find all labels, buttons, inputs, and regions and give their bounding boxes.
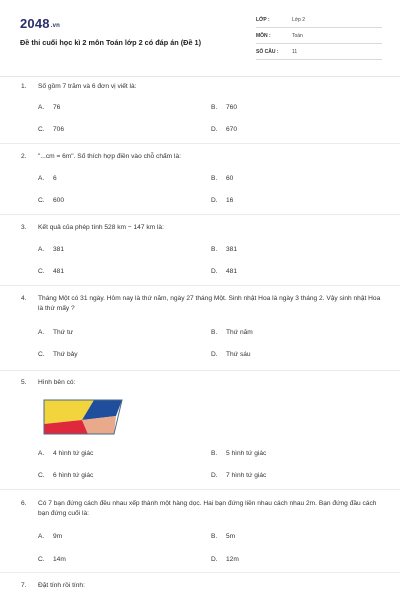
option-d[interactable] xyxy=(211,268,237,275)
option-text: Thứ sáu xyxy=(226,351,251,358)
option-d[interactable] xyxy=(211,197,233,204)
option-text: 381 xyxy=(226,246,238,253)
option-c[interactable] xyxy=(38,351,78,358)
option-letter: C. xyxy=(38,126,45,133)
option-letter: C. xyxy=(38,197,45,204)
option-text: 16 xyxy=(226,197,234,204)
option-b[interactable] xyxy=(211,450,266,457)
option-letter: C. xyxy=(38,268,45,275)
meta-value: Toán xyxy=(292,33,303,39)
option-letter: A. xyxy=(38,450,45,457)
option-text: 670 xyxy=(226,126,238,133)
meta-label: LỚP : xyxy=(256,17,270,23)
option-c[interactable] xyxy=(38,556,66,563)
option-a[interactable] xyxy=(38,533,62,540)
meta-row-count xyxy=(256,48,382,60)
option-a[interactable] xyxy=(38,104,60,111)
question-number: 5. xyxy=(21,379,27,386)
option-text: 600 xyxy=(53,197,65,204)
question-separator xyxy=(0,489,400,490)
option-text: 9m xyxy=(53,533,63,540)
question-text: Đặt tính rồi tính: xyxy=(38,582,85,589)
option-c[interactable] xyxy=(38,126,64,133)
question-number: 4. xyxy=(21,295,27,302)
question-number: 3. xyxy=(21,224,27,231)
option-text: 481 xyxy=(53,268,65,275)
option-letter: B. xyxy=(211,246,218,253)
option-letter: B. xyxy=(211,450,218,457)
meta-label: MÔN : xyxy=(256,33,271,39)
option-text: Thứ bảy xyxy=(53,351,78,358)
option-letter: D. xyxy=(211,197,218,204)
question-number: 1. xyxy=(21,83,27,90)
option-letter: A. xyxy=(38,175,45,182)
question-number: 7. xyxy=(21,582,27,589)
site-logo[interactable] xyxy=(20,16,60,31)
option-text: 12m xyxy=(226,556,239,563)
quadrilateral-figure xyxy=(42,398,124,436)
meta-row-class xyxy=(256,16,382,28)
question-text: Hình bên có: xyxy=(38,379,76,386)
option-text: 14m xyxy=(53,556,66,563)
option-b[interactable] xyxy=(211,175,233,182)
option-letter: A. xyxy=(38,533,45,540)
question-text: Tháng Một có 31 ngày. Hôm nay là thứ năm, ngày 27 tháng Một. Sinh nhật Hoa là ngày 3 tháng 2. Vậy sinh nhật Hoa là thứ mấy ? xyxy=(38,295,381,312)
question-separator xyxy=(0,370,400,371)
option-text: 76 xyxy=(53,104,61,111)
option-letter: D. xyxy=(211,556,218,563)
option-text: 760 xyxy=(226,104,238,111)
question-text: Có 7 bạn đứng cách đều nhau xếp thành một hàng dọc. Hai bạn đứng liền nhau cách nhau 2m. Bạn đứng đầu cách bạn đứng cuối là: xyxy=(38,500,377,517)
question-separator xyxy=(0,214,400,215)
option-a[interactable] xyxy=(38,329,73,336)
option-d[interactable] xyxy=(211,126,237,133)
option-letter: C. xyxy=(38,556,45,563)
question-separator xyxy=(0,143,400,144)
option-c[interactable] xyxy=(38,472,93,479)
question-number: 6. xyxy=(21,500,27,507)
option-text: 4 hình tứ giác xyxy=(53,450,94,457)
option-letter: C. xyxy=(38,472,45,479)
option-a[interactable] xyxy=(38,246,64,253)
option-letter: B. xyxy=(211,533,218,540)
option-a[interactable] xyxy=(38,450,93,457)
option-letter: D. xyxy=(211,351,218,358)
option-text: Thứ năm xyxy=(226,329,253,336)
option-letter: B. xyxy=(211,104,218,111)
meta-value: 11 xyxy=(292,49,298,55)
option-letter: B. xyxy=(211,175,218,182)
meta-row-subject xyxy=(256,32,382,44)
meta-value: Lớp 2 xyxy=(292,17,306,23)
option-d[interactable] xyxy=(211,351,251,358)
question-separator xyxy=(0,572,400,573)
meta-box xyxy=(256,16,382,64)
question-text: Kết quả của phép tính 528 km − 147 km là: xyxy=(38,224,164,231)
option-text: 7 hình tứ giác xyxy=(226,472,267,479)
option-text: 381 xyxy=(53,246,65,253)
option-letter: C. xyxy=(38,351,45,358)
option-letter: D. xyxy=(211,126,218,133)
meta-label: SỐ CÂU : xyxy=(256,49,279,55)
option-text: 481 xyxy=(226,268,238,275)
header xyxy=(20,16,382,66)
option-b[interactable] xyxy=(211,104,237,111)
logo-domain: .vn xyxy=(50,23,61,29)
option-letter: A. xyxy=(38,246,45,253)
option-letter: B. xyxy=(211,329,218,336)
option-text: 706 xyxy=(53,126,65,133)
option-text: 6 hình tứ giác xyxy=(53,472,94,479)
option-text: Thứ tư xyxy=(53,329,74,336)
document-title: Đề thi cuối học kì 2 môn Toán lớp 2 có đáp án (Đề 1) xyxy=(20,38,202,47)
option-a[interactable] xyxy=(38,175,57,182)
question-text: Số gồm 7 trăm và 6 đơn vị viết là: xyxy=(38,83,137,90)
question-separator xyxy=(0,285,400,286)
question-number: 2. xyxy=(21,153,27,160)
option-d[interactable] xyxy=(211,556,239,563)
option-text: 5m xyxy=(226,533,236,540)
option-b[interactable] xyxy=(211,329,253,336)
option-text: 6 xyxy=(53,175,57,182)
logo-text: 2048 xyxy=(20,16,50,31)
option-c[interactable] xyxy=(38,268,64,275)
option-b[interactable] xyxy=(211,533,235,540)
option-letter: A. xyxy=(38,104,45,111)
option-letter: D. xyxy=(211,472,218,479)
option-text: 60 xyxy=(226,175,234,182)
option-text: 5 hình tứ giác xyxy=(226,450,267,457)
option-letter: D. xyxy=(211,268,218,275)
question-text: "...cm = 6m". Số thích hợp điền vào chỗ chấm là: xyxy=(38,153,181,160)
option-d[interactable] xyxy=(211,472,266,479)
option-c[interactable] xyxy=(38,197,64,204)
option-letter: A. xyxy=(38,329,45,336)
header-divider xyxy=(0,76,400,77)
option-b[interactable] xyxy=(211,246,237,253)
